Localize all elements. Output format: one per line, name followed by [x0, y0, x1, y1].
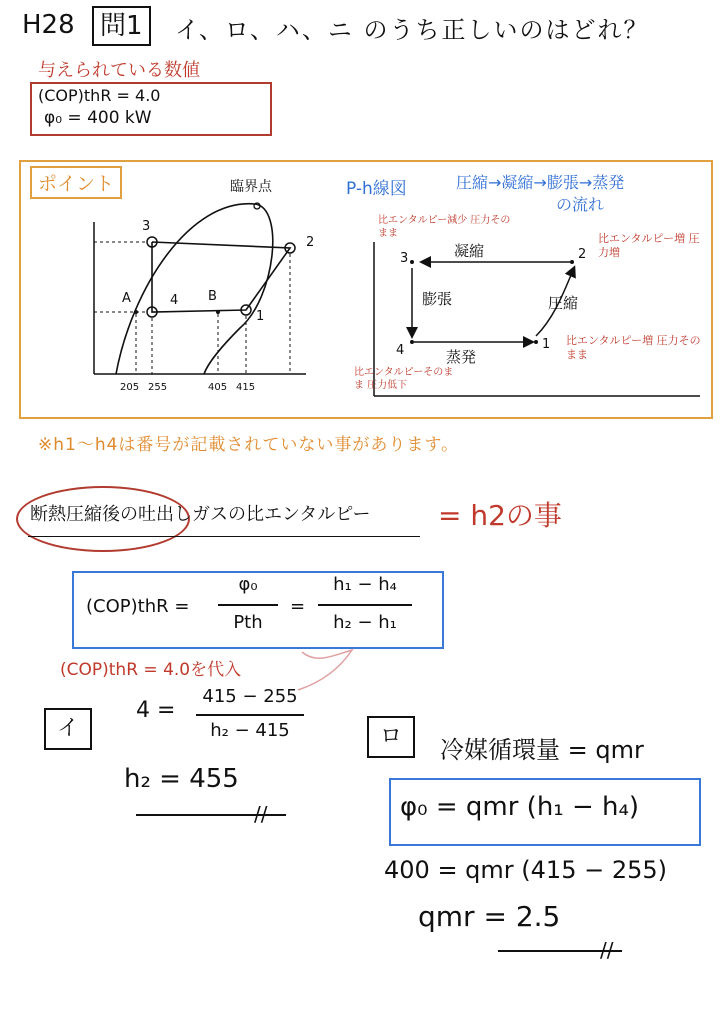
section-title: 断熱圧縮後の吐出しガスの比エンタルピー — [30, 504, 371, 525]
part-ro-result: qmr = 2.5 — [418, 900, 561, 933]
label-2: 2 — [306, 235, 315, 250]
formula-den: h₂ − h₁ — [333, 612, 397, 633]
label-1: 1 — [256, 309, 265, 324]
h2-equals: = h2の事 — [438, 499, 562, 532]
note-4: 比エンタルピーそのまま 圧力低下 — [354, 367, 454, 391]
formula-lhs: (COP)thR = — [86, 596, 190, 617]
callout-pointer — [292, 646, 372, 696]
left-ph-diagram — [80, 178, 320, 400]
formula-phi: φ₀ — [238, 574, 258, 595]
tick-405: 405 — [208, 382, 228, 393]
formula-pth: Pth — [233, 612, 263, 633]
evaporate-label: 蒸発 — [446, 348, 477, 366]
point-tag: ポイント — [30, 166, 122, 199]
part-i-mark: // — [254, 802, 268, 826]
condense-label: 凝縮 — [454, 242, 485, 260]
part-i-num: 415 − 255 — [202, 686, 298, 707]
part-ro-def: 冷媒循環量 = qmr — [440, 736, 644, 764]
flow-text: 圧縮→凝縮→膨張→蒸発 — [456, 173, 625, 192]
label-A: A — [122, 291, 131, 306]
part-ro-substituted: 400 = qmr (415 − 255) — [384, 856, 667, 884]
part-i-den: h₂ − 415 — [210, 720, 290, 741]
formula-num: h₁ − h₄ — [333, 574, 397, 595]
saturation-dome — [116, 204, 273, 374]
tick-205: 205 — [120, 382, 140, 393]
part-i-frac-line — [196, 714, 304, 716]
compress-label: 圧縮 — [548, 294, 579, 312]
section-underline — [28, 536, 420, 537]
note-3: 比エンタルピー減少 圧力そのまま — [378, 215, 511, 239]
part-ro-label: ロ — [367, 716, 415, 758]
part-ro-formula: φ₀ = qmr (h₁ − h₄) — [400, 792, 640, 822]
ph-diagram-title: P-h線図 — [346, 179, 407, 199]
formula-eq: = — [290, 596, 306, 617]
substitute-note: (COP)thR = 4.0を代入 — [60, 660, 242, 680]
part-ro-mark: // — [600, 938, 614, 962]
frac-line-1 — [218, 604, 278, 606]
right-num-3: 3 — [400, 251, 409, 266]
label-B: B — [208, 289, 217, 304]
label-3: 3 — [142, 219, 151, 234]
note-2: 比エンタルピー増 圧力増 — [598, 232, 700, 259]
tick-255: 255 — [148, 382, 168, 393]
part-i-label: イ — [44, 708, 92, 750]
title-year: H28 — [22, 10, 75, 40]
note-1: 比エンタルピー増 圧力そのまま — [566, 334, 701, 361]
part-i-result: h₂ = 455 — [124, 764, 239, 794]
title-question-box: 問1 — [92, 6, 151, 46]
critical-point-label: 臨界点 — [230, 179, 272, 195]
given-phi: φ₀ = 400 kW — [44, 108, 152, 128]
tick-415: 415 — [236, 382, 256, 393]
part-i-lhs: 4 = — [136, 698, 176, 723]
given-heading: 与えられている数値 — [38, 60, 200, 81]
given-cop: (COP)thR = 4.0 — [38, 86, 161, 105]
expand-label: 膨張 — [422, 290, 453, 308]
frac-line-2 — [318, 604, 412, 606]
right-num-1: 1 — [542, 337, 551, 352]
right-num-2: 2 — [578, 247, 587, 262]
right-num-4: 4 — [396, 343, 405, 358]
label-4: 4 — [170, 293, 179, 308]
title-text: イ、ロ、ハ、ニ のうち正しいのはどれ？ — [175, 16, 650, 44]
note-text: ※h1〜h4は番号が記載されていない事があります。 — [38, 435, 460, 455]
flow-text-2: の流れ — [556, 195, 605, 214]
